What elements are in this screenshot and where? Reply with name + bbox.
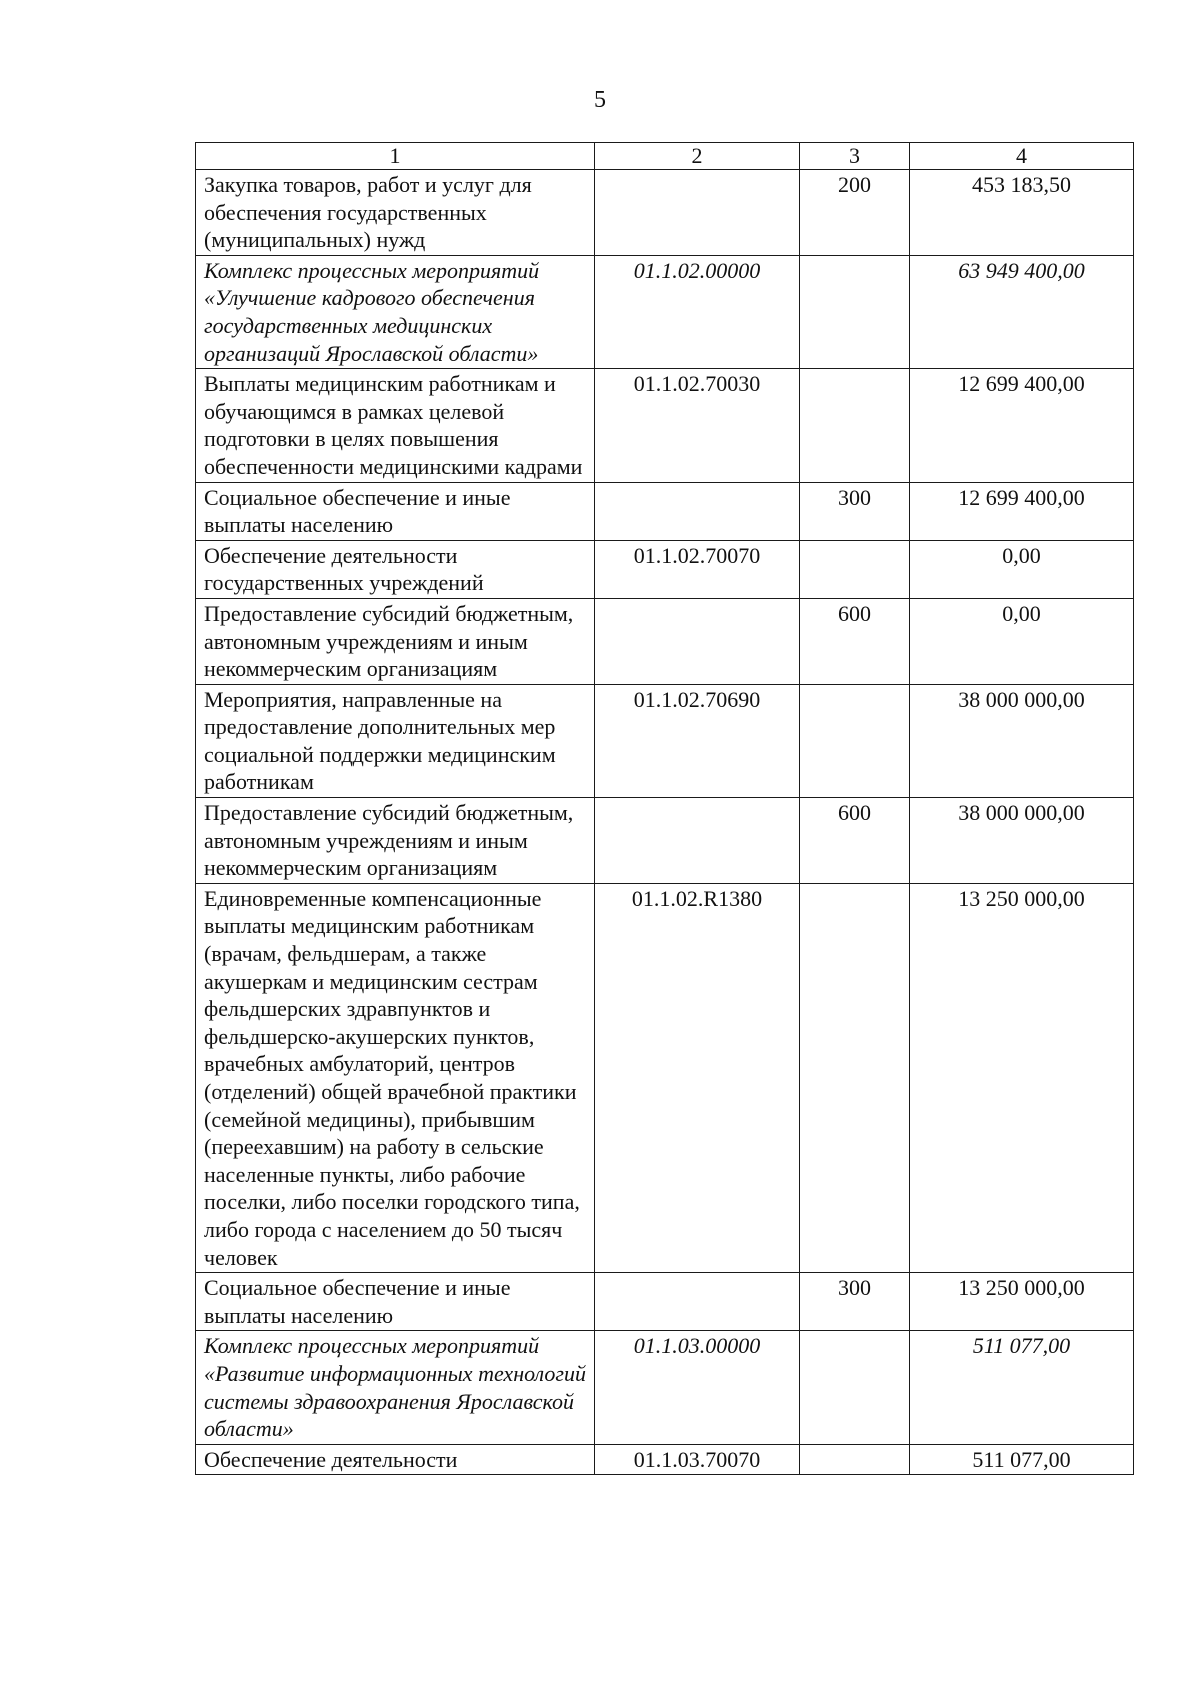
row-code: 01.1.03.70070 bbox=[595, 1444, 800, 1475]
table-row bbox=[196, 369, 1134, 482]
row-code bbox=[595, 798, 800, 884]
table-row bbox=[196, 482, 1134, 540]
row-name: Комплекс процессных мероприятий «Улучшение кадрового обеспечения государственных медицинских организаций Ярославской области» bbox=[196, 255, 595, 368]
row-expense-type bbox=[800, 540, 910, 598]
row-name: Предоставление субсидий бюджетным, автономным учреждениям и иным некоммерческим организациям bbox=[196, 598, 595, 684]
row-code bbox=[595, 1273, 800, 1331]
row-amount: 63 949 400,00 bbox=[910, 255, 1134, 368]
row-code bbox=[595, 170, 800, 256]
table-row bbox=[196, 255, 1134, 368]
row-name: Комплекс процессных мероприятий «Развитие информационных технологий системы здравоохранения Ярославской области» bbox=[196, 1331, 595, 1444]
row-amount: 38 000 000,00 bbox=[910, 684, 1134, 797]
table-row bbox=[196, 798, 1134, 884]
row-expense-type bbox=[800, 1444, 910, 1475]
row-expense-type bbox=[800, 255, 910, 368]
row-amount: 13 250 000,00 bbox=[910, 883, 1134, 1272]
row-expense-type bbox=[800, 369, 910, 482]
row-code bbox=[595, 598, 800, 684]
row-name: Мероприятия, направленные на предоставление дополнительных мер социальной поддержки медицинским работникам bbox=[196, 684, 595, 797]
table-body bbox=[196, 170, 1134, 1475]
row-amount: 13 250 000,00 bbox=[910, 1273, 1134, 1331]
table-row bbox=[196, 540, 1134, 598]
row-name: Обеспечение деятельности bbox=[196, 1444, 595, 1475]
table-row bbox=[196, 598, 1134, 684]
header-col-1: 1 bbox=[196, 143, 595, 170]
row-amount: 12 699 400,00 bbox=[910, 369, 1134, 482]
header-col-4: 4 bbox=[910, 143, 1134, 170]
row-name: Закупка товаров, работ и услуг для обеспечения государственных (муниципальных) нужд bbox=[196, 170, 595, 256]
row-expense-type: 600 bbox=[800, 598, 910, 684]
row-amount: 453 183,50 bbox=[910, 170, 1134, 256]
table-row bbox=[196, 883, 1134, 1272]
row-name: Социальное обеспечение и иные выплаты населению bbox=[196, 482, 595, 540]
row-amount: 511 077,00 bbox=[910, 1331, 1134, 1444]
table-header-row bbox=[196, 143, 1134, 170]
table-row bbox=[196, 1444, 1134, 1475]
row-expense-type: 600 bbox=[800, 798, 910, 884]
row-name: Единовременные компенсационные выплаты медицинским работникам (врачам, фельдшерам, а также акушеркам и медицинским сестрам фельдшерских здравпунктов и фельдшерско-акушерских пунктов, врачебных амбулаторий, центров (отделений) общей врачебной практики (семейной медицины), прибывшим (переехавшим) на работу в сельские населенные пункты, либо рабочие поселки, либо поселки городского типа, либо города с населением до 50 тысяч человек bbox=[196, 883, 595, 1272]
header-col-3: 3 bbox=[800, 143, 910, 170]
row-amount: 12 699 400,00 bbox=[910, 482, 1134, 540]
row-expense-type bbox=[800, 883, 910, 1272]
row-amount: 0,00 bbox=[910, 540, 1134, 598]
row-expense-type: 300 bbox=[800, 1273, 910, 1331]
row-name: Социальное обеспечение и иные выплаты населению bbox=[196, 1273, 595, 1331]
table-row bbox=[196, 170, 1134, 256]
budget-table bbox=[195, 142, 1134, 1475]
row-name: Предоставление субсидий бюджетным, автономным учреждениям и иным некоммерческим организациям bbox=[196, 798, 595, 884]
row-code: 01.1.02.R1380 bbox=[595, 883, 800, 1272]
row-code bbox=[595, 482, 800, 540]
row-expense-type: 200 bbox=[800, 170, 910, 256]
header-col-2: 2 bbox=[595, 143, 800, 170]
row-amount: 511 077,00 bbox=[910, 1444, 1134, 1475]
row-name: Выплаты медицинским работникам и обучающимся в рамках целевой подготовки в целях повышения обеспеченности медицинскими кадрами bbox=[196, 369, 595, 482]
row-name: Обеспечение деятельности государственных учреждений bbox=[196, 540, 595, 598]
row-code: 01.1.02.70070 bbox=[595, 540, 800, 598]
table-row bbox=[196, 1273, 1134, 1331]
table-row bbox=[196, 1331, 1134, 1444]
table-row bbox=[196, 684, 1134, 797]
row-amount: 0,00 bbox=[910, 598, 1134, 684]
page-number: 5 bbox=[594, 87, 606, 113]
row-expense-type bbox=[800, 1331, 910, 1444]
row-expense-type: 300 bbox=[800, 482, 910, 540]
row-code: 01.1.02.70690 bbox=[595, 684, 800, 797]
row-code: 01.1.03.00000 bbox=[595, 1331, 800, 1444]
row-code: 01.1.02.70030 bbox=[595, 369, 800, 482]
row-expense-type bbox=[800, 684, 910, 797]
row-code: 01.1.02.00000 bbox=[595, 255, 800, 368]
row-amount: 38 000 000,00 bbox=[910, 798, 1134, 884]
